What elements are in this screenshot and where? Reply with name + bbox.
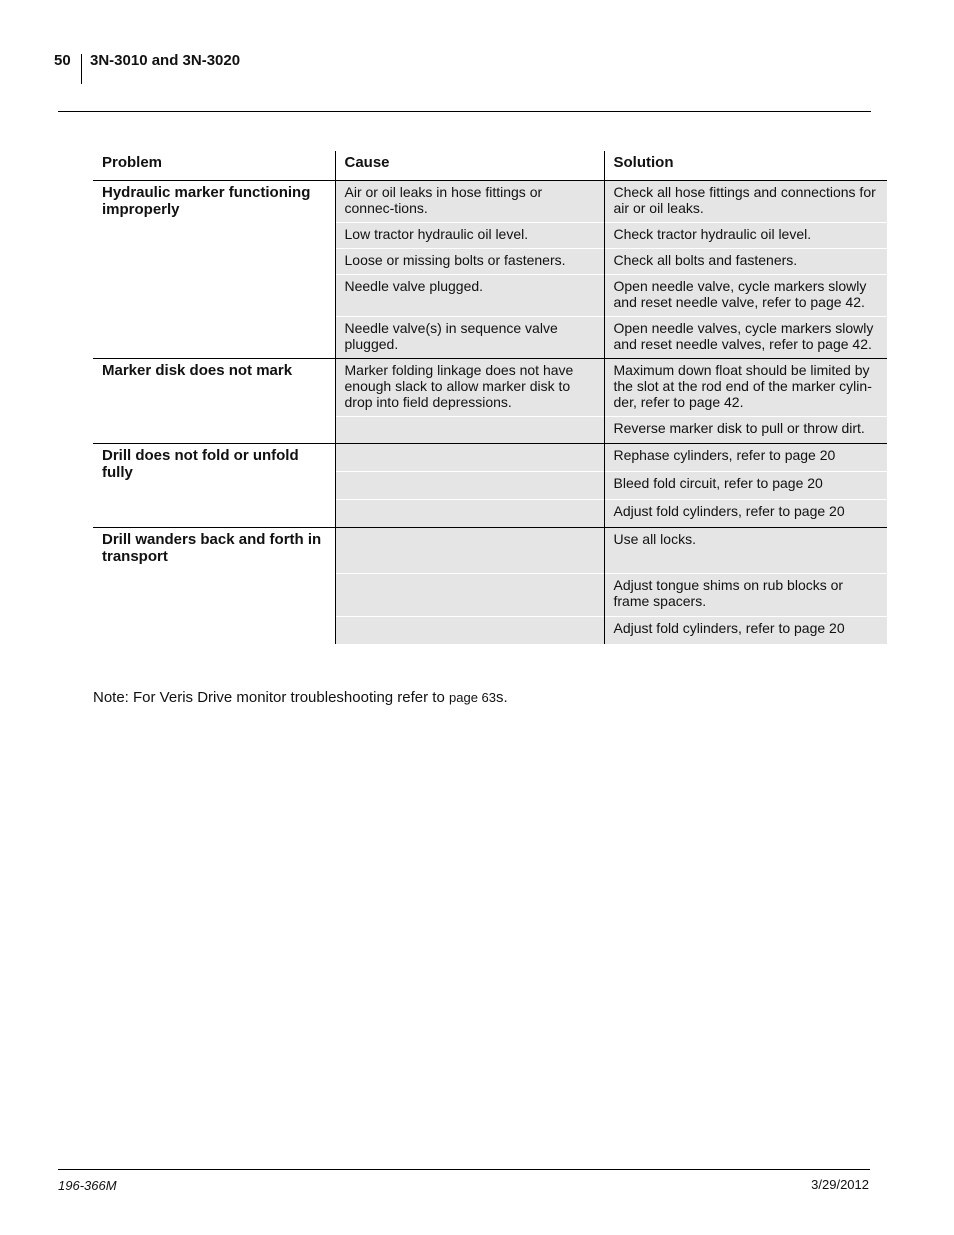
solution-cell: Check all bolts and fasteners. [604,249,887,275]
table-row [93,528,887,574]
solution-cell: Adjust fold cylinders, refer to page 20 [604,500,887,528]
cause-cell: Low tractor hydraulic oil level. [335,223,604,249]
solution-cell: Reverse marker disk to pull or throw dirt. [604,417,887,444]
table-row [93,359,887,417]
cause-cell: Air or oil leaks in hose fittings or connec-tions. [335,181,604,223]
problem-cell: Marker disk does not mark [93,359,335,444]
cause-cell: Needle valve plugged. [335,275,604,317]
page-number: 50 [54,52,71,69]
cause-cell [335,500,604,528]
document-number: 196-366M [58,1178,117,1193]
solution-column-header: Solution [604,151,887,181]
problem-cell: Drill does not fold or unfold fully [93,444,335,528]
troubleshooting-table [93,151,887,644]
solution-cell: Open needle valve, cycle markers slowly and reset needle valve, refer to page 42. [604,275,887,317]
bottom-rule [58,1169,870,1170]
table-row [93,444,887,472]
problem-cell: Hydraulic marker functioning improperly [93,181,335,359]
solution-cell: Maximum down float should be limited by the slot at the rod end of the marker cylin-der, refer to page 42. [604,359,887,417]
top-rule [58,111,871,112]
solution-cell: Rephase cylinders, refer to page 20 [604,444,887,472]
problem-column-header: Problem [102,154,163,171]
document-title: 3N-3010 and 3N-3020 [90,52,241,69]
cause-cell [335,528,604,574]
solution-cell: Use all locks. [604,528,887,574]
note-text: Note: For Veris Drive monitor troubleshooting refer to [93,689,449,706]
solution-cell: Check tractor hydraulic oil level. [604,223,887,249]
note [93,689,508,706]
cause-cell: Needle valve(s) in sequence valve plugged. [335,317,604,359]
solution-cell: Check all hose fittings and connections for air or oil leaks. [604,181,887,223]
note-suffix: s. [496,689,508,706]
cause-cell [335,444,604,472]
cause-cell [335,472,604,500]
cause-cell: Marker folding linkage does not have enough slack to allow marker disk to drop into field depressions. [335,359,604,417]
solution-cell: Bleed fold circuit, refer to page 20 [604,472,887,500]
table-row [93,181,887,223]
cause-cell: Loose or missing bolts or fasteners. [335,249,604,275]
cause-cell [335,417,604,444]
solution-cell: Adjust fold cylinders, refer to page 20 [604,617,887,644]
table-header-row [93,151,887,181]
note-page-link[interactable]: page 63 [449,690,496,705]
table-body [93,181,887,644]
solution-cell: Open needle valves, cycle markers slowly and reset needle valves, refer to page 42. [604,317,887,359]
cause-cell [335,617,604,644]
problem-cell: Drill wanders back and forth in transport [93,528,335,644]
document-date: 3/29/2012 [811,1177,869,1192]
solution-cell: Adjust tongue shims on rub blocks or frame spacers. [604,574,887,617]
header-divider [81,54,82,84]
cause-column-header: Cause [335,151,604,181]
cause-cell [335,574,604,617]
